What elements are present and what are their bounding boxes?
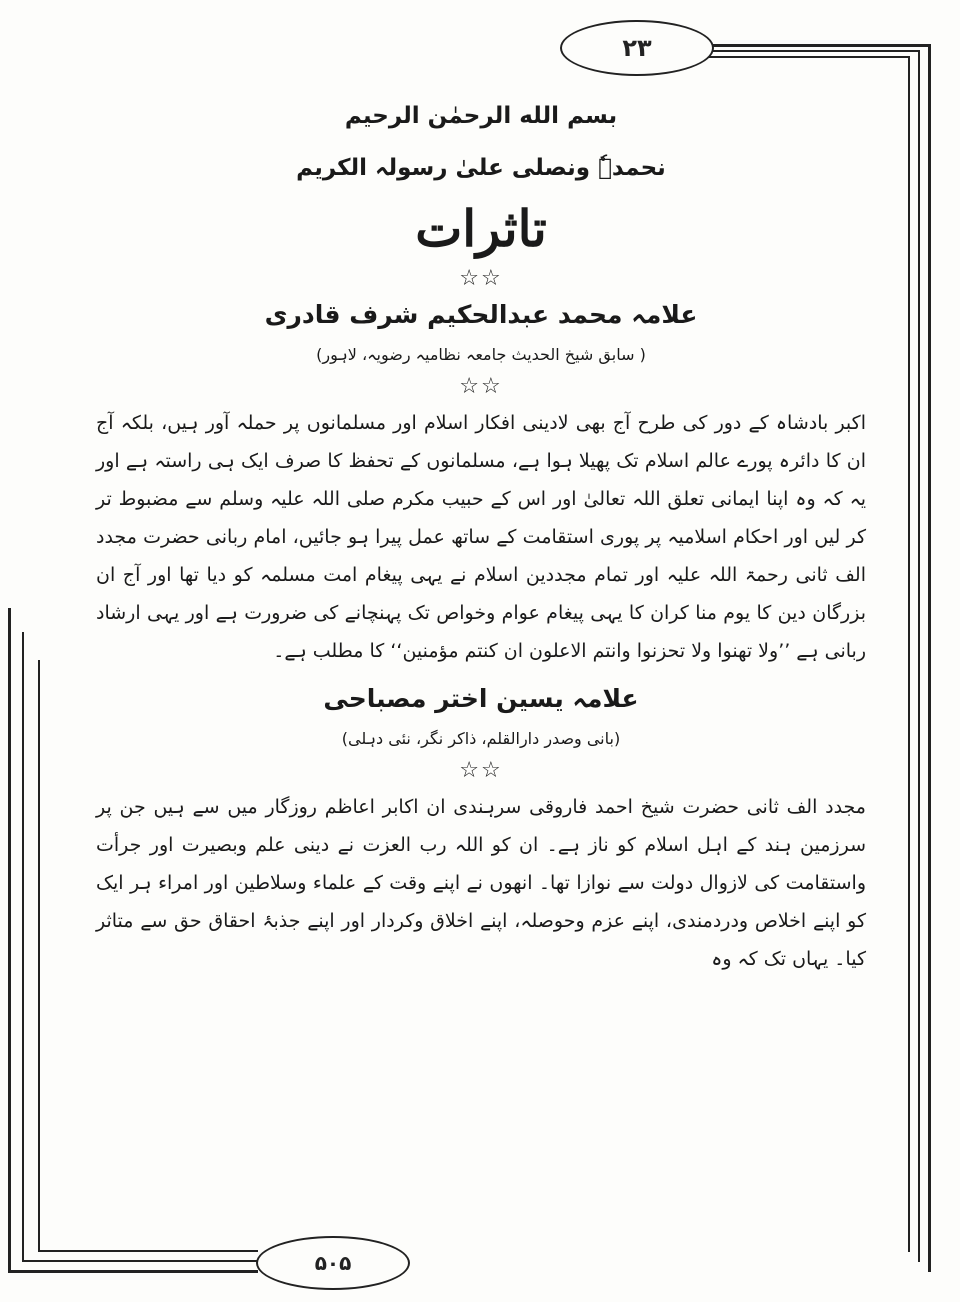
frame-bottom-middle [22, 1260, 258, 1262]
page-number-bottom-oval [256, 1236, 410, 1290]
author-1: علامہ محمد عبدالحکیم شرف قادری [264, 300, 698, 329]
paragraph-2: مجدد الف ثانی حضرت شیخ احمد فاروقی سرہندی ان اکابر اعاظم روزگار میں سے ہیں جن پر سرزمین ہند کے اہل اسلام کو ناز ہے۔ ان کو اللہ رب العزت نے دینی علم وبصیرت اور جرأت واستقامت کی لازوال دولت سے نوازا تھا۔ انھوں نے اپنے وقت کے علماء وسلاطین اور امراء ہر ایک کو اپنے اخلاص ودردمندی، اپنے عزم وحوصلہ، اپنے اخلاق وکردار اور اپنے جذبۂ احقاق حق سے متاثر کیا۔ یہاں تک کہ وہ [96, 796, 866, 970]
frame-bottom-inner [38, 1250, 258, 1252]
author-2: علامہ یسین اختر مصباحی [323, 684, 639, 713]
page-title: تاثرات [415, 199, 547, 258]
frame-right-middle [918, 50, 920, 1262]
frame-right-inner [908, 56, 910, 1252]
paragraph-1: اکبر بادشاہ کے دور کی طرح آج بھی لادینی افکار اسلام اور مسلمانوں پر حملہ آور ہیں، بلکہ آج ان کا دائرہ پورے عالم اسلام تک پھیلا ہوا ہے، مسلمانوں کے تحفظ کا صرف ایک ہی راستہ ہے اور یہ کہ وہ اپنا ایمانی تعلق اللہ تعالیٰ اور اس کے حبیب مکرم صلی اللہ علیہ وسلم سے مضبوط تر کر لیں اور احکام اسلامیہ پر پوری استقامت کے ساتھ عمل پیرا ہو جائیں، امام ربانی حضرت مجدد الف ثانی رحمۃ اللہ علیہ اور تمام مجددین اسلام نے یہی پیغام امت مسلمہ کو دیا تھا اور آج ان بزرگان دین کا یوم منا کران کا یہی پیغام عوام وخواص تک پہنچانے کی ضرورت ہے اور یہی ارشاد ربانی ہے ’’ولا تھنوا ولا تحزنوا وانتم الاعلون ان کنتم مؤمنین‘‘ کا مطلب ہے۔ [96, 412, 866, 662]
frame-left-outer [8, 608, 11, 1272]
stars-divider-1: ☆☆ [459, 266, 503, 291]
frame-left-middle [22, 632, 24, 1262]
stars-divider-3: ☆☆ [459, 758, 503, 783]
page-content [96, 100, 866, 988]
bismillah: بسم الله الرحمٰن الرحیم [344, 103, 618, 129]
salutation: نحمدہٗ ونصلی علیٰ رسولہ الکریم [296, 155, 666, 181]
page-number-bottom: ۵۰۵ [314, 1251, 352, 1275]
frame-right-outer [928, 44, 931, 1272]
frame-top-inner [708, 56, 910, 58]
stars-divider-2: ☆☆ [459, 374, 503, 399]
page-number-top: ۲۳ [622, 34, 652, 62]
frame-top-outer [708, 44, 931, 47]
page-number-top-oval [560, 20, 714, 76]
frame-top-middle [708, 50, 920, 52]
affiliation-1: ( سابق شیخ الحدیث جامعہ نظامیہ رضویہ، لاہور) [316, 345, 646, 364]
frame-left-inner [38, 660, 40, 1252]
affiliation-2: (بانی وصدر دارالقلم، ذاکر نگر، نئی دہلی) [341, 729, 621, 748]
frame-bottom-outer [8, 1270, 258, 1273]
